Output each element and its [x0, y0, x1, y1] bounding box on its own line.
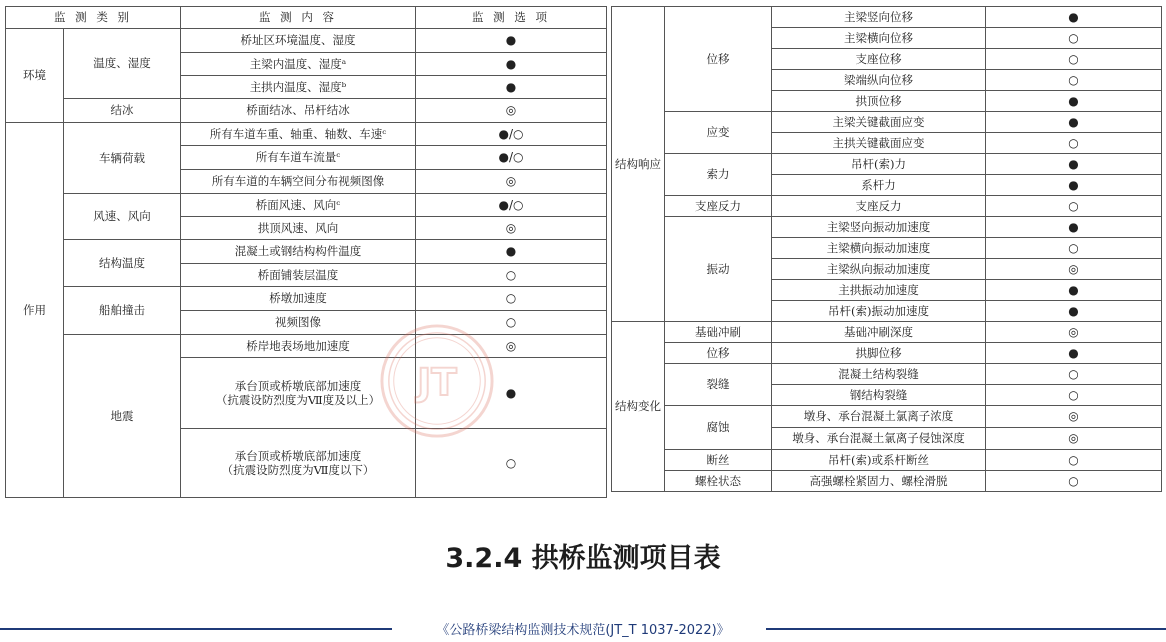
row-content: 混凝土结构裂缝	[772, 364, 986, 385]
table-row	[6, 287, 607, 311]
row-content: 主梁横向位移	[772, 28, 986, 49]
row-content: 拱顶位移	[772, 91, 986, 112]
left-monitoring-table	[5, 6, 607, 498]
table-row	[6, 240, 607, 264]
row-content: 吊杆(索)振动加速度	[772, 301, 986, 322]
row-option: ●/○	[416, 146, 607, 170]
row-content: 混凝土或钢结构构件温度	[181, 240, 416, 264]
row-content: 钢结构裂缝	[772, 385, 986, 406]
row-option: ●	[986, 112, 1162, 133]
table-row	[612, 154, 1162, 175]
row-option: ○	[416, 264, 607, 287]
row-option: ◎	[416, 217, 607, 240]
table-row	[6, 29, 607, 53]
watermark-text: JT	[417, 359, 457, 404]
row-content: 支座反力	[772, 196, 986, 217]
table-row	[6, 99, 607, 123]
row-option: ●	[986, 154, 1162, 175]
row-content: 视频图像	[181, 311, 416, 335]
row-option: ●	[986, 7, 1162, 28]
row-content: 主梁纵向振动加速度	[772, 259, 986, 280]
row-content: 主梁竖向位移	[772, 7, 986, 28]
row-content: 桥墩加速度	[181, 287, 416, 311]
row-option: ◎	[416, 99, 607, 123]
table-row	[6, 194, 607, 217]
row-option: ○	[986, 364, 1162, 385]
row-option: ●	[986, 217, 1162, 238]
row-option: ○	[986, 450, 1162, 471]
subgroup-label: 结构温度	[64, 240, 181, 287]
row-content: 所有车道的车辆空间分布视频图像	[181, 170, 416, 194]
group-label: 结构变化	[612, 322, 665, 492]
row-option: ○	[416, 429, 607, 498]
row-content-note: （抗震设防烈度为Ⅶ度以下）	[221, 463, 375, 477]
subgroup-label: 船舶撞击	[64, 287, 181, 335]
row-content: 桥址区环境温度、湿度	[181, 29, 416, 53]
row-option: ○	[416, 311, 607, 335]
row-option: ○	[986, 28, 1162, 49]
row-content: 墩身、承台混凝土氯离子浓度	[772, 406, 986, 428]
row-content: 梁端纵向位移	[772, 70, 986, 91]
table-row	[612, 217, 1162, 238]
subgroup-label: 位移	[665, 343, 772, 364]
table-row	[6, 123, 607, 146]
table-header-row	[6, 7, 607, 29]
row-option: ●	[986, 175, 1162, 196]
right-monitoring-table	[611, 6, 1162, 492]
subgroup-label: 腐蚀	[665, 406, 772, 450]
footer-source: 《公路桥梁结构监测技术规范(JT_T 1037-2022)》	[436, 623, 730, 638]
subgroup-label: 应变	[665, 112, 772, 154]
row-option: ●	[986, 91, 1162, 112]
row-content: 主拱振动加速度	[772, 280, 986, 301]
subgroup-label: 地震	[64, 335, 181, 498]
row-option: ●	[416, 358, 607, 429]
subgroup-label: 车辆荷载	[64, 123, 181, 194]
header-content: 监 测 内 容	[181, 7, 416, 29]
row-option: ◎	[986, 428, 1162, 450]
row-content: 吊杆(索)或系杆断丝	[772, 450, 986, 471]
row-content-note: （抗震设防烈度为Ⅶ度及以上）	[215, 393, 381, 407]
row-content: 主梁关键截面应变	[772, 112, 986, 133]
row-option: ○	[986, 238, 1162, 259]
group-label: 结构响应	[612, 7, 665, 322]
subgroup-label: 螺栓状态	[665, 471, 772, 492]
table-row	[612, 471, 1162, 492]
row-option: ●	[986, 280, 1162, 301]
subgroup-label: 索力	[665, 154, 772, 196]
row-content: 所有车道车重、轴重、轴数、车速ᶜ	[181, 123, 416, 146]
row-option: ○	[986, 70, 1162, 91]
table-row	[612, 196, 1162, 217]
group-label: 作用	[6, 123, 64, 498]
row-content: 所有车道车流量ᶜ	[181, 146, 416, 170]
row-content: 高强螺栓紧固力、螺栓滑脱	[772, 471, 986, 492]
row-option: ●/○	[416, 123, 607, 146]
subgroup-label: 位移	[665, 7, 772, 112]
table-row	[612, 7, 1162, 28]
row-option: ●/○	[416, 194, 607, 217]
row-content: 吊杆(索)力	[772, 154, 986, 175]
row-content: 桥面铺装层温度	[181, 264, 416, 287]
row-option: ◎	[416, 170, 607, 194]
row-content-line: 承台顶或桥墩底部加速度	[234, 378, 362, 393]
page-title: 3.2.4 拱桥监测项目表	[445, 543, 721, 574]
table-row	[612, 322, 1162, 343]
row-content: 支座位移	[772, 49, 986, 70]
row-content: 系杆力	[772, 175, 986, 196]
row-option: ●	[416, 29, 607, 53]
row-content: 墩身、承台混凝土氯离子侵蚀深度	[772, 428, 986, 450]
row-content-line: 承台顶或桥墩底部加速度	[234, 448, 362, 463]
row-option: ●	[986, 301, 1162, 322]
row-option: ●	[416, 240, 607, 264]
row-content: 基础冲刷深度	[772, 322, 986, 343]
subgroup-label: 振动	[665, 217, 772, 322]
row-option: ◎	[986, 406, 1162, 428]
table-row	[612, 406, 1162, 428]
row-option: ○	[986, 133, 1162, 154]
row-content: 桥面结冰、吊杆结冰	[181, 99, 416, 123]
subgroup-label: 断丝	[665, 450, 772, 471]
row-content: 主拱关键截面应变	[772, 133, 986, 154]
row-option: ○	[416, 287, 607, 311]
subgroup-label: 裂缝	[665, 364, 772, 406]
row-content: 拱脚位移	[772, 343, 986, 364]
row-content: 桥面风速、风向ᶜ	[181, 194, 416, 217]
table-row	[612, 112, 1162, 133]
subgroup-label: 温度、湿度	[64, 29, 181, 99]
row-content: 主梁内温度、湿度ᵃ	[181, 53, 416, 76]
row-content: 拱顶风速、风向	[181, 217, 416, 240]
table-row	[6, 335, 607, 358]
row-option: ○	[986, 49, 1162, 70]
table-row	[612, 364, 1162, 385]
row-option: ◎	[986, 322, 1162, 343]
row-content: 主梁竖向振动加速度	[772, 217, 986, 238]
subgroup-label: 支座反力	[665, 196, 772, 217]
row-option: ○	[986, 471, 1162, 492]
row-option: ●	[416, 76, 607, 99]
row-option: ○	[986, 196, 1162, 217]
row-option: ○	[986, 385, 1162, 406]
row-content	[181, 358, 416, 429]
table-row	[612, 343, 1162, 364]
row-option: ●	[416, 53, 607, 76]
row-option: ●	[986, 343, 1162, 364]
subgroup-label: 基础冲刷	[665, 322, 772, 343]
header-option: 监 测 选 项	[416, 7, 607, 29]
group-label: 环境	[6, 29, 64, 123]
subgroup-label: 风速、风向	[64, 194, 181, 240]
row-content	[181, 429, 416, 498]
row-option: ◎	[416, 335, 607, 358]
table-row	[612, 450, 1162, 471]
subgroup-label: 结冰	[64, 99, 181, 123]
row-option: ◎	[986, 259, 1162, 280]
row-content: 桥岸地表场地加速度	[181, 335, 416, 358]
row-content: 主梁横向振动加速度	[772, 238, 986, 259]
row-content: 主拱内温度、湿度ᵇ	[181, 76, 416, 99]
header-category: 监 测 类 别	[6, 7, 181, 29]
